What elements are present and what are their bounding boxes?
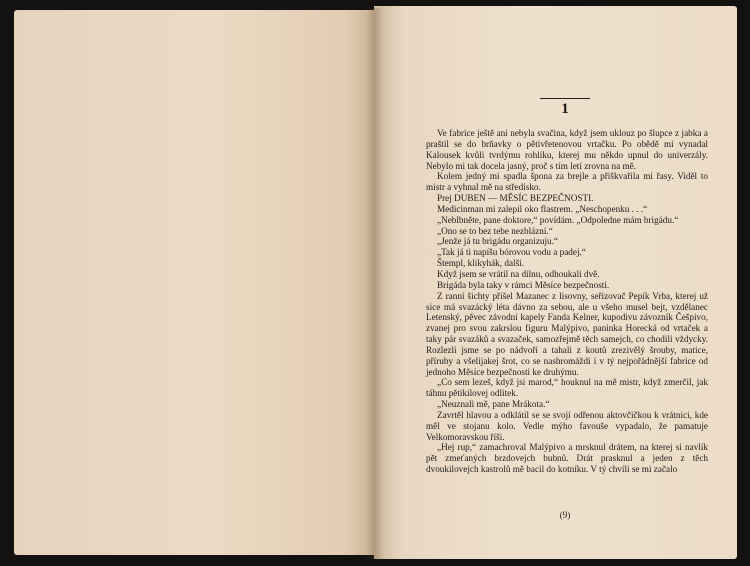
paragraph: „Co sem lezeš, když jsi marod,“ houknul na mě mistr, když zmerčil, jak táhnu pětikilovej odlitek.	[426, 377, 708, 399]
paragraph: Z ranní šichty přišel Mazanec z lisovny, seřizovač Pepík Vrba, kterej už sice má svazácký léta dávno za sebou, ale u všeho musel bejt, vzdělanec Letenský, pěvec závodní kapely Fanda Kelner, kupodivu závozník Češpivo, zvanej pro svou zakrslou figuru Malýpivo, paninka Horecká od vrtaček a taky pár svazáků a svazaček, samozřejmě těch samejch, co chodili vždycky. Rozlezli jsme se po nádvoří a tahali z koutů zrezivělý šrouby, matice, příruby a všelijakej šrot, co se nashromáždí i v tý nejpořádnější fabrice od jednoho Měsíce bezpečnosti ke druhýmu.	[426, 290, 708, 377]
chapter-body	[426, 128, 708, 475]
paragraph: Prej DUBEN — MĚSÍC BEZPEČNOSTI.	[437, 193, 594, 204]
paragraph: Brigáda byla taky v rámci Měsíce bezpečnosti.	[437, 279, 610, 290]
page-number: (9)	[559, 510, 571, 520]
paragraph: „Tak já ti napíšu bórovou vodu a padej.“	[437, 247, 586, 258]
paragraph: Zavrtěl hlavou a odklátil se se svojí odřenou aktovčičkou k vrátnici, kde měl ve stojanu kolo. Vedle mýho favouše vypadalo, že pamatuje Velkomoravskou říši.	[426, 409, 708, 442]
paragraph: Štempl, klikyhák, další.	[437, 258, 525, 269]
paragraph: Medicinman mi zalepil oko flastrem. „Neschopenku . . .“	[437, 203, 648, 214]
paragraph: „Hej rup,“ zamachroval Malýpivo a mrsknul drátem, na kterej si navlík pět zmeťaných brzdovejch bubnů. Drát prasknul a jeden z těch dvoukilovejch kastrolů mě bacil do kotníku. V tý chvíli se mi začalo	[426, 442, 708, 475]
paragraph: „Ono se to bez tebe nezblázní.“	[437, 225, 553, 236]
chapter-number: 1	[561, 101, 569, 117]
left-page-blank	[14, 10, 374, 555]
paragraph: Kolem jedný mi spadla špona za brejle a přiškvařila mi řasy. Viděl to mistr a vyhnal mě na středisko.	[426, 171, 708, 193]
paragraph: „Neuznali mě, pane Mrákota.“	[437, 399, 550, 410]
chapter-rule	[540, 98, 590, 99]
paragraph: Ve fabrice ještě ani nebyla svačina, když jsem uklouz po šlupce z jabka a praštil se do brňavky o pětivřetenovou vrtačku. Po obědě mi vynadal Kalousek kvůli tvrdýmu rohlíku, kterej mu někdo upnul do univerzály. Nebylo mi tak docela jasný, proč s tím letí zrovna na mě.	[426, 128, 708, 171]
paragraph: „Neblbněte, pane doktore,“ povídám. „Odpoledne mám brigádu.“	[437, 214, 679, 225]
paragraph: „Jenže já tu brigádu organizuju.“	[437, 236, 559, 247]
book-gutter	[366, 8, 384, 559]
paragraph: Když jsem se vrátil na dílnu, odhoukali dvě.	[437, 268, 600, 279]
